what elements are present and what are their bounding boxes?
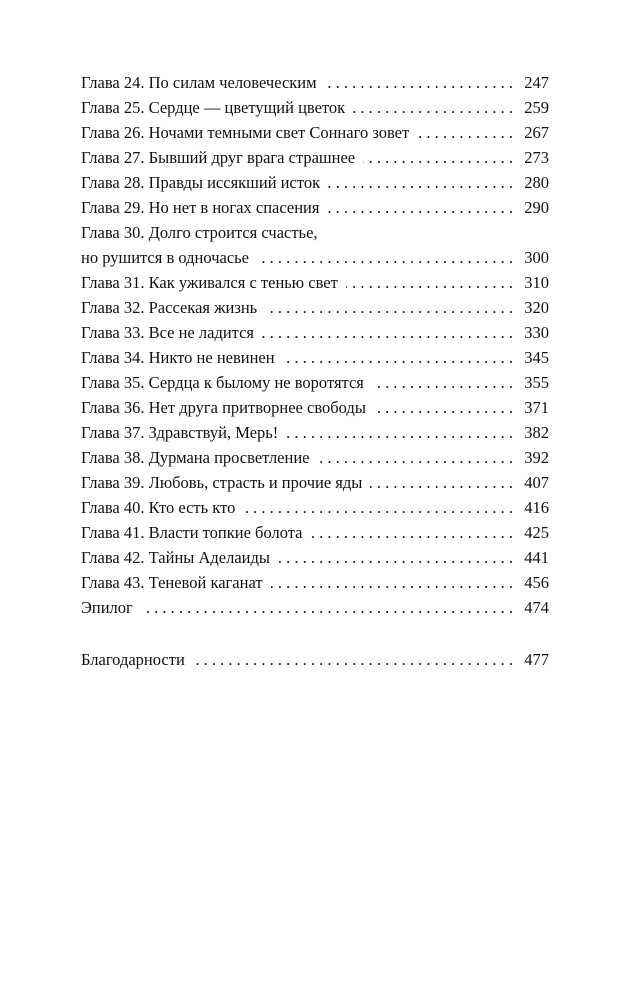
toc-entry-page: 280 [524, 173, 549, 192]
toc-entry-title: Глава 37. Здравствуй, Мерь! [81, 423, 279, 442]
toc-entry-chapter-40[interactable] [81, 495, 549, 520]
toc-entry-title: Глава 24. По силам человеческим [81, 73, 317, 92]
toc-entry-epilogue[interactable] [81, 595, 549, 620]
table-of-contents [81, 70, 549, 672]
toc-entry-page: 345 [524, 348, 549, 367]
toc-entry-chapter-29[interactable] [81, 195, 549, 220]
toc-entry-chapter-33[interactable] [81, 320, 549, 345]
toc-entry-title-continuation: но рушится в одночасье [81, 248, 250, 267]
dot-leader [283, 345, 513, 370]
toc-entry-page: 407 [524, 473, 549, 492]
toc-entry-title: Глава 33. Все не ладится [81, 323, 254, 342]
dot-leader [310, 520, 513, 545]
toc-entry-page: 441 [524, 548, 549, 567]
toc-entry-title: Глава 29. Но нет в ногах спасения [81, 198, 320, 217]
toc-entry-title: Благодарности [81, 650, 185, 669]
toc-entry-page: 247 [524, 73, 549, 92]
toc-entry-title: Глава 27. Бывший друг врага страшнее [81, 148, 356, 167]
dot-leader [193, 647, 513, 672]
dot-leader [278, 545, 513, 570]
toc-entry-page: 330 [524, 323, 549, 342]
toc-entry-title: Глава 39. Любовь, страсть и прочие яды [81, 473, 363, 492]
toc-entry-chapter-27[interactable] [81, 145, 549, 170]
toc-entry-page: 259 [524, 98, 549, 117]
toc-entry-title: Эпилог [81, 598, 133, 617]
toc-entry-chapter-43[interactable] [81, 570, 549, 595]
toc-entry-title: Глава 32. Рассекая жизнь [81, 298, 258, 317]
toc-entry-chapter-30-line-2[interactable] [81, 245, 549, 270]
toc-entry-chapter-39[interactable] [81, 470, 549, 495]
toc-entry-page: 416 [524, 498, 549, 517]
toc-entry-chapter-28[interactable] [81, 170, 549, 195]
toc-entry-page: 300 [524, 248, 549, 267]
dot-leader [265, 295, 513, 320]
toc-entry-chapter-31[interactable] [81, 270, 549, 295]
dot-leader [417, 120, 513, 145]
dot-leader [374, 395, 513, 420]
toc-entry-page: 273 [524, 148, 549, 167]
toc-entry-title: Глава 40. Кто есть кто [81, 498, 236, 517]
toc-entry-page: 320 [524, 298, 549, 317]
toc-entry-chapter-25[interactable] [81, 95, 549, 120]
toc-entry-title: Глава 41. Власти топкие болота [81, 523, 303, 542]
dot-leader [372, 370, 513, 395]
dot-leader [257, 245, 513, 270]
toc-entry-page: 267 [524, 123, 549, 142]
toc-entry-chapter-37[interactable] [81, 420, 549, 445]
toc-entry-chapter-34[interactable] [81, 345, 549, 370]
toc-entry-chapter-35[interactable] [81, 370, 549, 395]
dot-leader [328, 170, 513, 195]
toc-entry-page: 382 [524, 423, 549, 442]
toc-entry-page: 456 [524, 573, 549, 592]
toc-entry-page: 371 [524, 398, 549, 417]
toc-entry-title: Глава 42. Тайны Аделаиды [81, 548, 270, 567]
toc-entry-title: Глава 34. Никто не невинен [81, 348, 275, 367]
toc-entry-chapter-26[interactable] [81, 120, 549, 145]
toc-entry-page: 425 [524, 523, 549, 542]
toc-entry-chapter-38[interactable] [81, 445, 549, 470]
toc-entry-page: 474 [524, 598, 549, 617]
dot-leader [243, 495, 513, 520]
dot-leader [271, 570, 513, 595]
toc-entry-chapter-24[interactable] [81, 70, 549, 95]
toc-entry-title: Глава 25. Сердце — цветущий цветок [81, 98, 346, 117]
dot-leader [327, 195, 513, 220]
toc-entry-title: Глава 36. Нет друга притворнее свободы [81, 398, 366, 417]
toc-entry-page: 392 [524, 448, 549, 467]
dot-leader [318, 445, 514, 470]
dot-leader [370, 470, 513, 495]
toc-entry-title: Глава 35. Сердца к былому не воротятся [81, 373, 364, 392]
toc-entry-title: Глава 43. Теневой каганат [81, 573, 263, 592]
toc-entry-acknowledgements[interactable] [81, 647, 549, 672]
toc-entry-chapter-36[interactable] [81, 395, 549, 420]
dot-leader [286, 420, 513, 445]
toc-entry-chapter-41[interactable] [81, 520, 549, 545]
toc-entry-title: Глава 30. Долго строится счастье, [81, 223, 318, 242]
toc-entry-page: 355 [524, 373, 549, 392]
toc-entry-chapter-32[interactable] [81, 295, 549, 320]
toc-entry-title: Глава 26. Ночами темными свет Соннаго зовет [81, 123, 410, 142]
dot-leader [363, 145, 513, 170]
dot-leader [346, 270, 513, 295]
toc-entry-page: 290 [524, 198, 549, 217]
toc-entry-page: 310 [524, 273, 549, 292]
dot-leader [141, 595, 513, 620]
toc-entry-page: 477 [524, 650, 549, 669]
toc-entry-chapter-42[interactable] [81, 545, 549, 570]
dot-leader [353, 95, 513, 120]
toc-entry-title: Глава 38. Дурмана просветление [81, 448, 310, 467]
toc-entry-chapter-30-line-1[interactable] [81, 220, 549, 245]
toc-entry-title: Глава 31. Как уживался с тенью свет [81, 273, 338, 292]
dot-leader [325, 70, 513, 95]
dot-leader [262, 320, 513, 345]
toc-entry-title: Глава 28. Правды иссякший исток [81, 173, 321, 192]
section-spacer [81, 620, 549, 647]
